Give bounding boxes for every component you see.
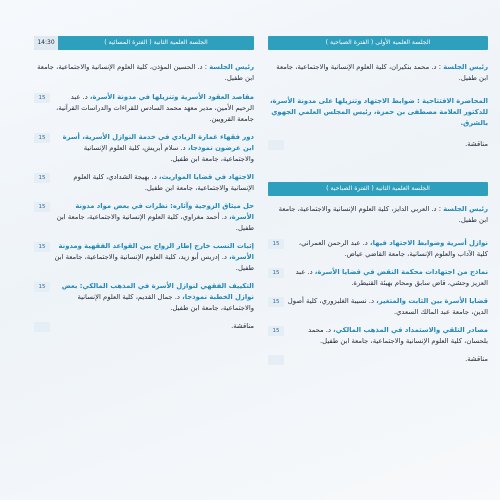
list-item (34, 201, 254, 234)
chair-person: : د. الحسين المؤذن، كلية العلوم الإنسانية والاجتماعية، جامعة ابن طفيل. (37, 63, 254, 82)
time-slot: 15 (34, 173, 50, 183)
speaker: د. بهيجة الشدادي، كلية العلوم الإنسانية والاجتماعية، جامعة ابن طفيل. (73, 173, 254, 192)
time-slot: 15 (268, 297, 284, 307)
list-item (34, 132, 254, 165)
list-item (268, 325, 488, 347)
talk-title: إثبات النسب خارج إطار الزواج بين القواعد الفقهية ومدونة الأسرة، (58, 242, 254, 261)
chair-label: رئيس الجلسة (443, 63, 488, 71)
discussion-text: مناقشة. (465, 355, 488, 363)
session1-discussion (268, 139, 488, 150)
speaker: د. نسيبة الغلبزوري، كلية أصول الدين، جامعة عبد المالك السعدي. (287, 297, 488, 316)
discussion-time-box (268, 140, 284, 150)
list-item (268, 238, 488, 260)
speaker: د. جمال القديم، كلية العلوم الإنسانية والاجتماعية، جامعة ابن طفيل. (77, 293, 254, 312)
afternoon-session-column (34, 36, 254, 339)
talk-title: مصادر التلقي والاستمداد في المذهب المالكي، (333, 326, 488, 334)
opening-lecture-text: المحاضرة الافتتاحية : ضوابط الاجتهاد وتنزيلها على مدونة الأسرة، للدكتور العلامة مصطفى بن حمزة، رئيس المجلس العلمي الجهوي بالشرق. (269, 97, 488, 127)
session2-header-text: الجلسة العلمية الثانية ( الفترة الصباحية ) (326, 185, 430, 192)
time-slot: 15 (34, 93, 50, 103)
chair-person: : د. العربي الدايز، كلية العلوم الإنسانية والاجتماعية، جامعة ابن طفيل. (278, 205, 488, 224)
talk-title: التكييف الفقهي لنوازل الأسرة في المذهب المالكي: بعض نوازل الخطبة نموذجا، (61, 282, 254, 301)
discussion-time-box (34, 322, 50, 332)
afternoon-session-header (34, 36, 254, 50)
session1-opening-lecture (268, 96, 488, 129)
speaker: د. إدريس أبو زيد، كلية العلوم الإنسانية والاجتماعية، جامعة ابن طفيل. (54, 253, 254, 272)
session2-chair (268, 204, 488, 226)
list-item (268, 267, 488, 289)
talk-title: نوازل أسرية وضوابط الاجتهاد فيها، (370, 239, 488, 247)
chair-label: رئيس الجلسة (443, 205, 488, 213)
session2-discussion (268, 354, 488, 365)
speaker: د. عبد الرحيم الأمين، مدير معهد محمد السادس للقراءات والدراسات القرآنية، جامعة القرويين. (56, 93, 254, 123)
afternoon-discussion (34, 321, 254, 332)
session1-header (268, 36, 488, 50)
chair-person: : د. محمد بنكيران، كلية العلوم الإنسانية والاجتماعية، جامعة ابن طفيل. (276, 63, 488, 82)
session2-header (268, 182, 488, 196)
afternoon-header-text: الجلسة العلمية الثانية ( الفترة المسائية ) (104, 39, 208, 46)
discussion-time-box (268, 355, 284, 365)
session1-chair (268, 62, 488, 84)
list-item (268, 296, 488, 318)
morning-sessions-column (268, 36, 488, 372)
talk-title: مقاصد العقود الأسرية وتنزيلها في مدونة الأسرة، (89, 93, 254, 101)
time-slot: 15 (34, 133, 50, 143)
talk-title: الاجتهاد في قضايا المواريث، (158, 173, 254, 181)
speaker: د. سلام أبريش، كلية العلوم الإنسانية والاجتماعية، جامعة ابن طفيل. (83, 144, 254, 163)
time-slot: 15 (34, 242, 50, 252)
session1-header-text: الجلسة العلمية الأولى ( الفترة الصباحية ) (325, 39, 431, 46)
list-item (34, 241, 254, 274)
list-item (34, 281, 254, 314)
discussion-text: مناقشة. (231, 322, 254, 330)
session-start-time: 14:30 (34, 36, 58, 50)
discussion-text: مناقشة. (465, 140, 488, 148)
chair-label: رئيس الجلسة (209, 63, 254, 71)
time-slot: 15 (268, 326, 284, 336)
speaker: د. محمد بلحسان، كلية العلوم الإنسانية والاجتماعية، جامعة ابن طفيل. (308, 326, 488, 345)
time-slot: 15 (34, 202, 50, 212)
list-item (34, 92, 254, 125)
time-slot: 15 (34, 282, 50, 292)
speaker: د. عبد العزيز وحشي، قاض سابق ومحام بهيئة القنيطرة. (295, 268, 488, 287)
talk-title: دور فقهاء غمارة الريادي في خدمة النوازل الأسرية، أسرة ابن عرضون نموذجا، (62, 133, 254, 152)
list-item (34, 172, 254, 194)
time-slot: 15 (268, 239, 284, 249)
time-slot: 15 (268, 268, 284, 278)
talk-title: نماذج من اجتهادات محكمة النقض في قضايا الأسرة، (314, 268, 488, 276)
talk-title: حل ميثاق الزوجية وآثاره: نظرات في بعض مواد مدونة الأسرة، (75, 202, 254, 221)
speaker: د. أحمد مغراوي، كلية العلوم الإنسانية والاجتماعية، جامعة ابن طفيل. (56, 213, 254, 232)
talk-title: قضايا الأسرة بين الثابت والمتغير، (376, 297, 488, 305)
afternoon-chair (34, 62, 254, 84)
speaker: د. عبد الرحمن العمراني، كلية الآداب والعلوم الإنسانية، جامعة القاضي عياض. (298, 239, 488, 258)
